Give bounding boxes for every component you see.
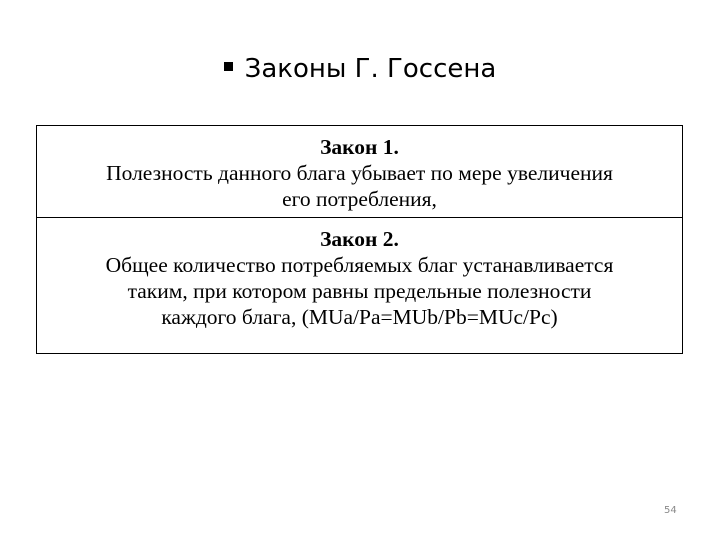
square-bullet-icon xyxy=(224,62,233,71)
slide-title xyxy=(0,54,720,84)
law-2-text: Общее количество потребляемых благ устанавливается таким, при котором равны предельные полезности каждого блага, (MUa/Pa=MUb/Pb=MUc/Pc) xyxy=(105,253,614,329)
law-2-cell xyxy=(37,226,682,330)
slide-title-text: Законы Г. Госсена xyxy=(244,54,497,84)
law-1-heading: Закон 1. xyxy=(320,135,399,159)
law-1-cell xyxy=(37,134,682,212)
law-1-text: Полезность данного блага убывает по мере увеличения его потребления, xyxy=(106,161,613,211)
table-divider xyxy=(37,217,682,218)
laws-table xyxy=(36,125,683,354)
page-number: 54 xyxy=(664,505,677,516)
law-2-heading: Закон 2. xyxy=(320,227,399,251)
